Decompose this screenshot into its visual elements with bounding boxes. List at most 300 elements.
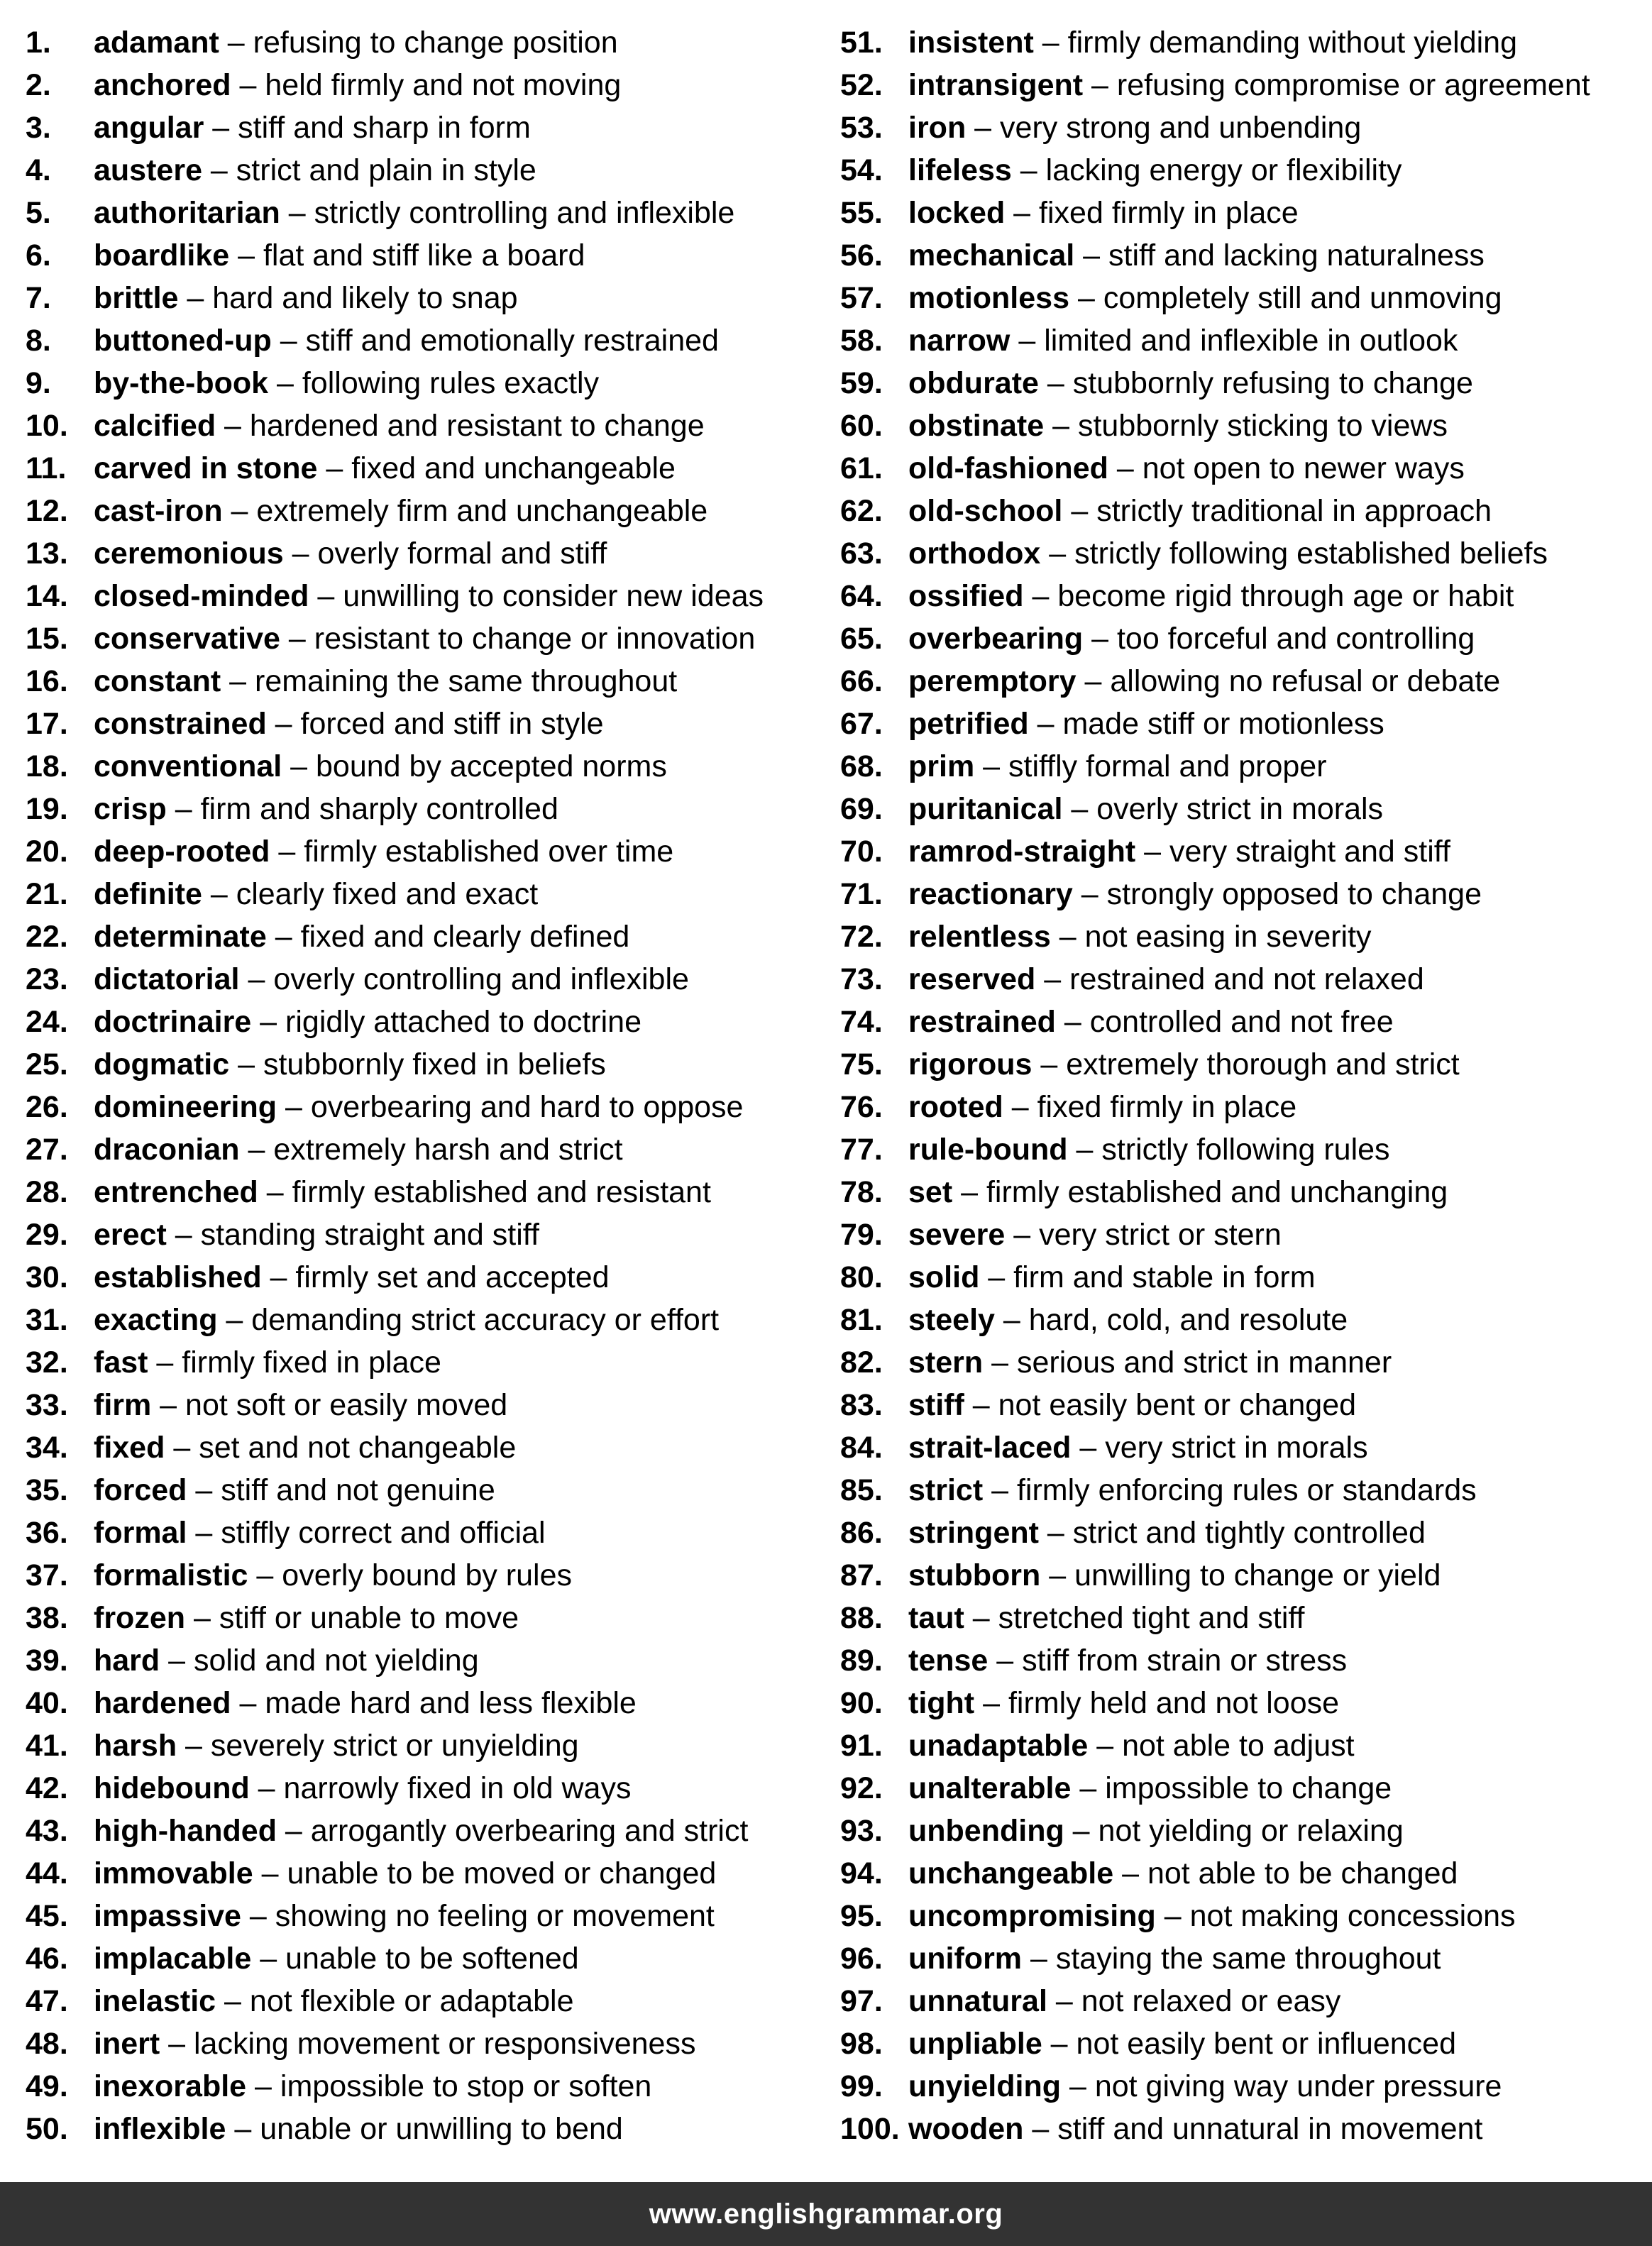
list-item <box>840 617 1649 660</box>
list-item <box>840 1299 1649 1341</box>
item-definition: not yielding or relaxing <box>1098 1814 1404 1848</box>
item-word: dictatorial <box>94 962 240 996</box>
item-separator: – <box>166 1218 201 1252</box>
item-number: 7. <box>26 281 51 315</box>
item-word: obdurate <box>908 366 1039 400</box>
item-word: unbending <box>908 1814 1064 1848</box>
list-item <box>840 1171 1649 1213</box>
item-word: conservative <box>94 622 280 656</box>
item-number: 92. <box>840 1771 883 1805</box>
item-separator: – <box>165 1431 199 1465</box>
item-definition: impossible to stop or soften <box>280 2069 652 2103</box>
item-number: 49. <box>26 2069 68 2103</box>
item-separator: – <box>983 1345 1017 1380</box>
item-separator: – <box>239 1133 274 1167</box>
list-item <box>26 1086 835 1128</box>
item-definition: stiff or unable to move <box>219 1601 519 1635</box>
list-item <box>26 1597 835 1639</box>
item-number: 25. <box>26 1047 68 1081</box>
item-number: 58. <box>840 324 883 358</box>
item-word: unyielding <box>908 2069 1061 2103</box>
item-number: 52. <box>840 68 883 102</box>
item-number: 99. <box>840 2069 883 2103</box>
list-item <box>840 1341 1649 1384</box>
list-item <box>26 1256 835 1299</box>
list-item <box>840 1639 1649 1682</box>
item-separator: – <box>1055 1005 1090 1039</box>
item-separator: – <box>251 1942 286 1976</box>
item-word: by-the-book <box>94 366 269 400</box>
item-word: strait-laced <box>908 1431 1072 1465</box>
item-number: 6. <box>26 238 51 273</box>
item-separator: – <box>1062 494 1097 528</box>
item-number: 81. <box>840 1303 883 1337</box>
item-number: 70. <box>840 835 883 869</box>
footer-bar <box>0 2182 1652 2246</box>
item-definition: firmly held and not loose <box>1008 1686 1340 1720</box>
list-item <box>840 958 1649 1001</box>
item-number: 76. <box>840 1090 883 1124</box>
list-item <box>26 1512 835 1554</box>
item-separator: – <box>239 962 274 996</box>
item-definition: clearly fixed and exact <box>236 877 539 911</box>
item-separator: – <box>988 1644 1023 1678</box>
item-word: solid <box>908 1260 980 1294</box>
item-word: puritanical <box>908 792 1063 826</box>
item-separator: – <box>268 366 302 400</box>
item-definition: strictly traditional in approach <box>1096 494 1492 528</box>
item-word: impassive <box>94 1899 241 1933</box>
item-separator: – <box>216 409 250 443</box>
item-number: 97. <box>840 1984 883 2018</box>
item-separator: – <box>1047 1984 1081 2018</box>
list-item <box>26 532 835 575</box>
item-word: formal <box>94 1516 187 1550</box>
list-item <box>840 788 1649 830</box>
item-word: reserved <box>908 962 1036 996</box>
item-definition: not flexible or adaptable <box>249 1984 574 2018</box>
item-word: constant <box>94 664 221 698</box>
item-definition: overly strict in morals <box>1096 792 1384 826</box>
list-item <box>26 106 835 149</box>
item-separator: – <box>1083 68 1117 102</box>
item-number: 15. <box>26 622 68 656</box>
item-definition: firm and stable in form <box>1013 1260 1316 1294</box>
item-definition: stiff and lacking naturalness <box>1108 238 1485 273</box>
item-definition: strictly following established beliefs <box>1074 536 1548 571</box>
item-separator: – <box>271 324 306 358</box>
item-word: uncompromising <box>908 1899 1156 1933</box>
item-number: 10. <box>26 409 68 443</box>
list-item <box>26 447 835 490</box>
item-separator: – <box>246 2069 280 2103</box>
list-item <box>840 1554 1649 1597</box>
item-definition: overbearing and hard to oppose <box>310 1090 744 1124</box>
item-number: 89. <box>840 1644 883 1678</box>
item-number: 78. <box>840 1175 883 1209</box>
item-separator: – <box>1035 962 1070 996</box>
item-definition: not open to newer ways <box>1142 451 1465 485</box>
item-separator: – <box>1113 1856 1147 1890</box>
item-separator: – <box>983 1473 1017 1507</box>
item-definition: serious and strict in manner <box>1016 1345 1392 1380</box>
list-item <box>26 277 835 319</box>
item-separator: – <box>1003 1090 1037 1124</box>
item-definition: refusing to change position <box>253 26 618 60</box>
item-definition: extremely harsh and strict <box>273 1133 623 1167</box>
item-word: stringent <box>908 1516 1039 1550</box>
item-word: inexorable <box>94 2069 247 2103</box>
item-word: definite <box>94 877 202 911</box>
item-definition: firmly established and unchanging <box>986 1175 1448 1209</box>
item-word: ramrod-straight <box>908 835 1136 869</box>
item-definition: made stiff or motionless <box>1062 707 1384 741</box>
item-separator: – <box>1061 2069 1095 2103</box>
list-item <box>840 2065 1649 2108</box>
item-word: anchored <box>94 68 231 102</box>
item-separator: – <box>216 1984 250 2018</box>
item-definition: arrogantly overbearing and strict <box>310 1814 749 1848</box>
item-number: 13. <box>26 536 68 571</box>
list-item <box>840 1512 1649 1554</box>
item-definition: set and not changeable <box>199 1431 517 1465</box>
item-separator: – <box>177 1729 211 1763</box>
item-word: orthodox <box>908 536 1041 571</box>
item-definition: stiff and sharp in form <box>238 111 531 145</box>
item-word: rule-bound <box>908 1133 1068 1167</box>
item-separator: – <box>187 1516 221 1550</box>
item-definition: stubbornly sticking to views <box>1077 409 1448 443</box>
item-word: overbearing <box>908 622 1084 656</box>
item-separator: – <box>1010 324 1045 358</box>
item-separator: – <box>974 749 1008 783</box>
list-item <box>26 1767 835 1810</box>
list-item <box>26 490 835 532</box>
item-word: rigorous <box>908 1047 1032 1081</box>
list-item <box>840 21 1649 64</box>
item-number: 98. <box>840 2027 883 2061</box>
item-separator: – <box>1069 281 1103 315</box>
item-definition: overly controlling and inflexible <box>273 962 689 996</box>
word-list-column-right <box>840 21 1649 2150</box>
list-item <box>840 2108 1649 2150</box>
item-separator: – <box>1028 707 1063 741</box>
item-definition: stiffly formal and proper <box>1008 749 1327 783</box>
item-word: ceremonious <box>94 536 284 571</box>
list-item <box>840 1086 1649 1128</box>
item-definition: lacking energy or flexibility <box>1045 153 1402 187</box>
item-word: calcified <box>94 409 216 443</box>
item-definition: showing no feeling or movement <box>275 1899 715 1933</box>
item-word: inflexible <box>94 2112 226 2146</box>
item-definition: stiff and not genuine <box>221 1473 495 1507</box>
item-number: 24. <box>26 1005 68 1039</box>
item-definition: severely strict or unyielding <box>210 1729 579 1763</box>
word-list-column-left <box>26 21 835 2150</box>
item-separator: – <box>222 494 257 528</box>
item-word: brittle <box>94 281 179 315</box>
item-separator: – <box>952 1175 986 1209</box>
item-word: old-fashioned <box>908 451 1108 485</box>
item-word: implacable <box>94 1942 252 1976</box>
item-number: 53. <box>840 111 883 145</box>
item-separator: – <box>148 1345 182 1380</box>
item-definition: unable or unwilling to bend <box>260 2112 623 2146</box>
item-separator: – <box>309 579 343 613</box>
item-separator: – <box>1023 2112 1058 2146</box>
item-number: 40. <box>26 1686 68 1720</box>
item-definition: hard, cold, and resolute <box>1028 1303 1348 1337</box>
item-number: 50. <box>26 2112 68 2146</box>
item-separator: – <box>1074 238 1109 273</box>
list-item <box>26 1299 835 1341</box>
item-separator: – <box>966 111 1001 145</box>
list-item <box>26 1554 835 1597</box>
item-number: 69. <box>840 792 883 826</box>
item-number: 31. <box>26 1303 68 1337</box>
item-definition: forced and stiff in style <box>300 707 604 741</box>
item-word: determinate <box>94 920 267 954</box>
item-definition: very strict in morals <box>1105 1431 1368 1465</box>
item-number: 64. <box>840 579 883 613</box>
item-definition: restrained and not relaxed <box>1069 962 1424 996</box>
item-number: 39. <box>26 1644 68 1678</box>
item-separator: – <box>280 622 314 656</box>
list-item <box>840 532 1649 575</box>
item-separator: – <box>1067 1133 1102 1167</box>
list-item <box>26 1128 835 1171</box>
list-item <box>26 362 835 404</box>
item-definition: extremely thorough and strict <box>1066 1047 1460 1081</box>
item-separator: – <box>1108 451 1142 485</box>
item-number: 87. <box>840 1558 883 1592</box>
item-separator: – <box>1050 920 1085 954</box>
item-number: 59. <box>840 366 883 400</box>
list-item <box>840 277 1649 319</box>
item-word: ossified <box>908 579 1024 613</box>
item-definition: not easily bent or changed <box>998 1388 1357 1422</box>
item-separator: – <box>178 281 213 315</box>
item-number: 33. <box>26 1388 68 1422</box>
list-item <box>26 319 835 362</box>
item-number: 32. <box>26 1345 68 1380</box>
item-word: buttoned-up <box>94 324 272 358</box>
list-item <box>26 2022 835 2065</box>
item-number: 93. <box>840 1814 883 1848</box>
item-separator: – <box>1022 1942 1056 1976</box>
item-word: constrained <box>94 707 267 741</box>
item-number: 48. <box>26 2027 68 2061</box>
item-separator: – <box>217 1303 252 1337</box>
item-word: austere <box>94 153 202 187</box>
item-number: 71. <box>840 877 883 911</box>
item-word: doctrinaire <box>94 1005 252 1039</box>
footer-url[interactable]: www.englishgrammar.org <box>649 2198 1003 2230</box>
item-separator: – <box>1038 1516 1073 1550</box>
item-separator: – <box>1011 153 1046 187</box>
list-item <box>840 1810 1649 1852</box>
item-number: 43. <box>26 1814 68 1848</box>
item-word: stubborn <box>908 1558 1041 1592</box>
item-separator: – <box>283 536 318 571</box>
item-number: 8. <box>26 324 51 358</box>
item-word: intransigent <box>908 68 1084 102</box>
item-definition: firmly fixed in place <box>182 1345 441 1380</box>
item-number: 35. <box>26 1473 68 1507</box>
item-separator: – <box>202 877 236 911</box>
item-separator: – <box>266 707 301 741</box>
list-item <box>840 1895 1649 1937</box>
item-definition: standing straight and stiff <box>200 1218 539 1252</box>
item-separator: – <box>229 1047 263 1081</box>
item-word: dogmatic <box>94 1047 230 1081</box>
item-separator: – <box>226 2112 260 2146</box>
item-number: 20. <box>26 835 68 869</box>
item-word: stern <box>908 1345 984 1380</box>
item-separator: – <box>231 68 265 102</box>
item-number: 18. <box>26 749 68 783</box>
item-number: 37. <box>26 1558 68 1592</box>
list-item <box>26 234 835 277</box>
item-word: rooted <box>908 1090 1003 1124</box>
list-item <box>26 149 835 192</box>
list-item <box>840 1001 1649 1043</box>
item-separator: – <box>1072 877 1107 911</box>
item-definition: extremely firm and unchangeable <box>256 494 708 528</box>
item-word: fixed <box>94 1431 165 1465</box>
item-definition: remaining the same throughout <box>255 664 678 698</box>
item-number: 2. <box>26 68 51 102</box>
item-word: inert <box>94 2027 160 2061</box>
item-word: high-handed <box>94 1814 277 1848</box>
item-separator: – <box>1032 1047 1067 1081</box>
item-number: 77. <box>840 1133 883 1167</box>
item-separator: – <box>1042 2027 1076 2061</box>
list-item <box>840 1426 1649 1469</box>
list-item <box>26 1852 835 1895</box>
item-separator: – <box>261 1260 296 1294</box>
item-number: 51. <box>840 26 883 60</box>
list-item <box>26 1724 835 1767</box>
item-number: 74. <box>840 1005 883 1039</box>
item-definition: stubbornly fixed in beliefs <box>263 1047 606 1081</box>
item-separator: – <box>1005 196 1040 230</box>
item-word: hardened <box>94 1686 231 1720</box>
list-item <box>840 915 1649 958</box>
item-word: tense <box>908 1644 989 1678</box>
item-separator: – <box>202 153 236 187</box>
item-definition: narrowly fixed in old ways <box>283 1771 632 1805</box>
item-separator: – <box>282 749 316 783</box>
item-definition: unable to be moved or changed <box>287 1856 717 1890</box>
item-word: entrenched <box>94 1175 258 1209</box>
list-item <box>26 575 835 617</box>
item-word: harsh <box>94 1729 177 1763</box>
item-separator: – <box>187 1473 221 1507</box>
item-number: 61. <box>840 451 883 485</box>
list-item <box>26 830 835 873</box>
item-definition: unwilling to change or yield <box>1074 1558 1441 1592</box>
list-item <box>840 1682 1649 1724</box>
item-separator: – <box>1023 579 1058 613</box>
list-item <box>840 1767 1649 1810</box>
item-definition: unwilling to consider new ideas <box>343 579 764 613</box>
item-definition: lacking movement or responsiveness <box>194 2027 696 2061</box>
item-separator: – <box>253 1856 287 1890</box>
item-number: 45. <box>26 1899 68 1933</box>
item-definition: completely still and unmoving <box>1103 281 1502 315</box>
list-item <box>26 703 835 745</box>
item-number: 22. <box>26 920 68 954</box>
item-number: 62. <box>840 494 883 528</box>
item-word: firm <box>94 1388 152 1422</box>
item-word: taut <box>908 1601 964 1635</box>
item-word: unchangeable <box>908 1856 1114 1890</box>
item-number: 96. <box>840 1942 883 1976</box>
list-item <box>26 1895 835 1937</box>
item-number: 95. <box>840 1899 883 1933</box>
list-item <box>26 1426 835 1469</box>
item-word: prim <box>908 749 975 783</box>
list-item <box>26 660 835 703</box>
item-separator: – <box>1044 409 1078 443</box>
item-word: unalterable <box>908 1771 1072 1805</box>
item-word: unnatural <box>908 1984 1047 2018</box>
list-item <box>840 1469 1649 1512</box>
list-item <box>26 2065 835 2108</box>
item-word: stiff <box>908 1388 964 1422</box>
list-item <box>840 234 1649 277</box>
item-definition: stubbornly refusing to change <box>1072 366 1473 400</box>
item-separator: – <box>166 792 201 826</box>
item-separator: – <box>1155 1899 1190 1933</box>
item-separator: – <box>1040 1558 1075 1592</box>
item-word: obstinate <box>908 409 1045 443</box>
item-word: wooden <box>908 2112 1024 2146</box>
item-definition: stiff from strain or stress <box>1022 1644 1348 1678</box>
item-definition: strict and tightly controlled <box>1072 1516 1426 1550</box>
list-item <box>26 1810 835 1852</box>
item-definition: not relaxed or easy <box>1081 1984 1341 2018</box>
item-definition: unable to be softened <box>285 1942 579 1976</box>
item-separator: – <box>160 1644 194 1678</box>
item-number: 12. <box>26 494 68 528</box>
list-item <box>26 404 835 447</box>
item-number: 11. <box>26 451 67 485</box>
item-definition: strictly controlling and inflexible <box>314 196 735 230</box>
list-item <box>840 149 1649 192</box>
item-word: draconian <box>94 1133 240 1167</box>
item-word: formalistic <box>94 1558 248 1592</box>
list-item <box>26 1682 835 1724</box>
list-item <box>840 1937 1649 1980</box>
item-word: authoritarian <box>94 196 280 230</box>
item-separator: – <box>1005 1218 1040 1252</box>
list-item <box>840 575 1649 617</box>
item-separator: – <box>229 238 263 273</box>
list-item <box>840 404 1649 447</box>
list-item <box>840 1852 1649 1895</box>
item-word: strict <box>908 1473 984 1507</box>
item-number: 83. <box>840 1388 883 1422</box>
item-definition: too forceful and controlling <box>1116 622 1475 656</box>
item-separator: – <box>270 835 304 869</box>
item-definition: not easily bent or influenced <box>1076 2027 1457 2061</box>
item-separator: – <box>964 1388 998 1422</box>
item-definition: demanding strict accuracy or effort <box>251 1303 720 1337</box>
item-separator: – <box>1040 536 1075 571</box>
item-word: relentless <box>908 920 1051 954</box>
